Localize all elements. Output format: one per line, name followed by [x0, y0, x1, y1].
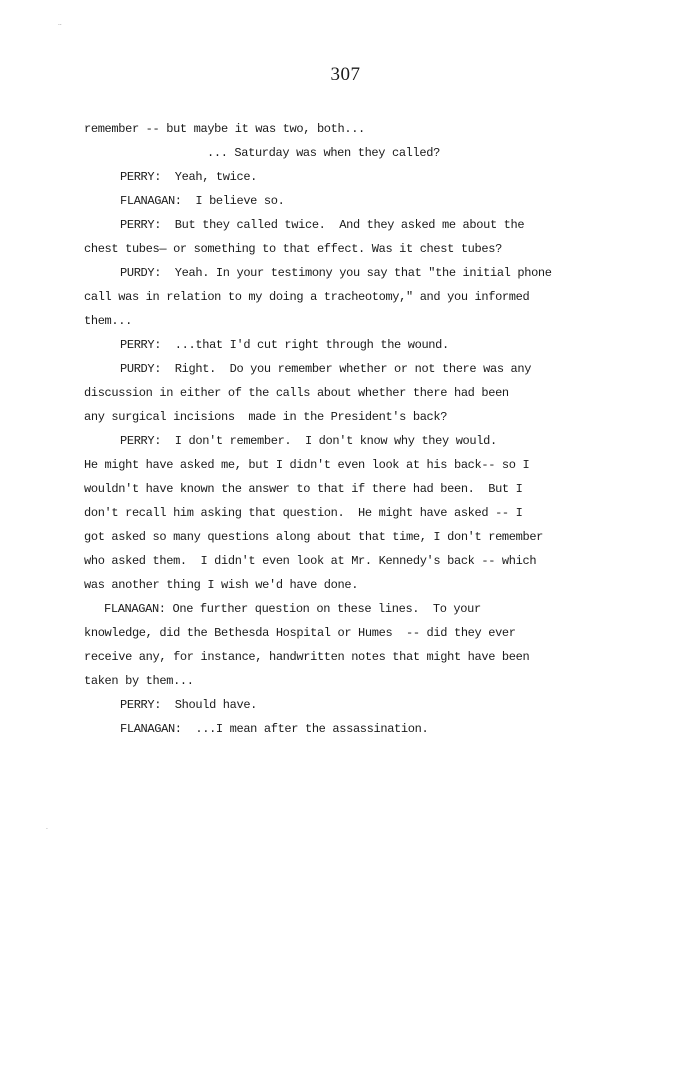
- transcript-line: call was in relation to my doing a tracheotomy," and you informed: [84, 290, 530, 304]
- transcript-line: discussion in either of the calls about whether there had been: [84, 386, 509, 400]
- scan-speck-left: ·: [46, 826, 48, 833]
- transcript-line: got asked so many questions along about that time, I don't remember: [84, 530, 544, 544]
- speaker-line: FLANAGAN: ...I mean after the assassination.: [120, 722, 429, 736]
- speaker-line: FLANAGAN: One further question on these lines. To your: [104, 602, 481, 616]
- transcript-line: them...: [84, 314, 132, 328]
- transcript-line: wouldn't have known the answer to that if there had been. But I: [84, 482, 523, 496]
- speaker-line: PERRY: But they called twice. And they asked me about the: [120, 218, 525, 232]
- transcript-line: He might have asked me, but I didn't even look at his back-- so I: [84, 458, 530, 472]
- speaker-line: PERRY: I don't remember. I don't know why they would.: [120, 434, 497, 448]
- speaker-line: PERRY: Yeah, twice.: [120, 170, 258, 184]
- page-number: 307: [330, 64, 361, 85]
- transcript-line: remember -- but maybe it was two, both...: [84, 122, 365, 136]
- transcript-line: was another thing I wish we'd have done.: [84, 578, 359, 592]
- transcript-line: taken by them...: [84, 674, 194, 688]
- speaker-line: PURDY: Yeah. In your testimony you say that "the initial phone: [120, 266, 552, 280]
- transcript-line: chest tubes— or something to that effect. Was it chest tubes?: [84, 242, 502, 256]
- speaker-line: FLANAGAN: I believe so.: [120, 194, 285, 208]
- transcript-line: knowledge, did the Bethesda Hospital or Humes -- did they ever: [84, 626, 516, 640]
- transcript-line: receive any, for instance, handwritten notes that might have been: [84, 650, 530, 664]
- scan-speck-top: ··: [58, 22, 62, 29]
- transcript-line: don't recall him asking that question. He might have asked -- I: [84, 506, 523, 520]
- speaker-line: PERRY: ...that I'd cut right through the wound.: [120, 338, 449, 352]
- speaker-line: PERRY: Should have.: [120, 698, 258, 712]
- transcript-line: ... Saturday was when they called?: [207, 146, 440, 160]
- transcript-line: any surgical incisions made in the President's back?: [84, 410, 448, 424]
- speaker-line: PURDY: Right. Do you remember whether or not there was any: [120, 362, 532, 376]
- transcript-line: who asked them. I didn't even look at Mr. Kennedy's back -- which: [84, 554, 537, 568]
